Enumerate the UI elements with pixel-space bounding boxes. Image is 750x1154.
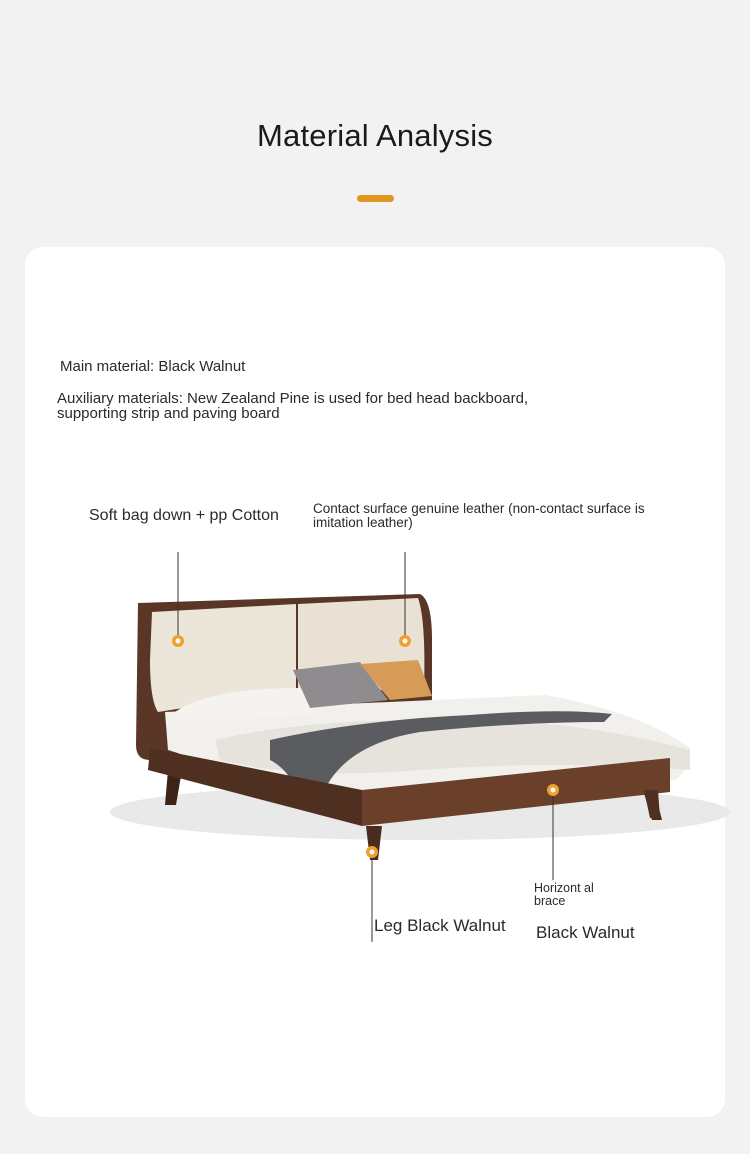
leather-hotspot — [399, 635, 411, 647]
page-title: Material Analysis — [257, 118, 493, 153]
leg-hotspot — [366, 846, 378, 858]
auxiliary-material-text: Auxiliary materials: New Zealand Pine is used for bed head backboard, supporting strip and paving board — [57, 390, 529, 422]
brace-hotspot — [547, 784, 559, 796]
leather-label: Contact surface genuine leather (non-contact surface is imitation leather) — [313, 501, 645, 530]
leg-label: Leg Black Walnut — [374, 916, 506, 935]
soft-bag-label: Soft bag down + pp Cotton — [89, 507, 279, 524]
main-material-text: Main material: Black Walnut — [60, 358, 246, 375]
soft-bag-hotspot — [172, 635, 184, 647]
horizontal-brace-label: Horizont al brace — [534, 881, 594, 908]
brace-material-label: Black Walnut — [536, 923, 635, 942]
